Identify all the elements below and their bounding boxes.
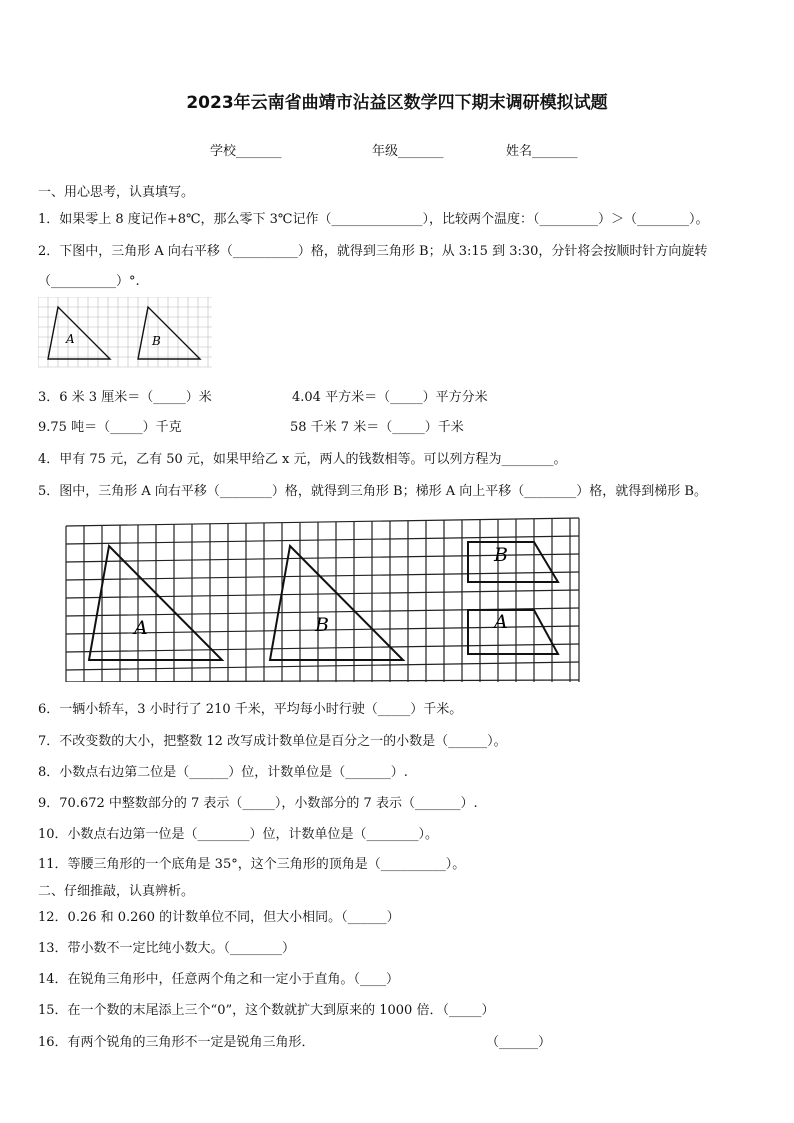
figure-translation-large-grid xyxy=(64,516,584,682)
question-7: 7．不改变数的大小，把整数 12 改写成计数单位是百分之一的小数是（______）。 xyxy=(38,734,507,749)
triangle-b-label: B xyxy=(315,614,329,636)
question-5: 5．图中，三角形 A 向右平移（________）格，就得到三角形 B；梯形 A 向上平移（________）格，就得到梯形 B。 xyxy=(38,484,707,499)
question-1: 1．如果零上 8 度记作+8℃，那么零下 3℃记作（______________），比较两个温度：（_________）＞（________）。 xyxy=(38,212,709,227)
trapezoid-b-label: B xyxy=(494,544,508,566)
question-3d: 58 千米 7 米＝（_____）千米 xyxy=(290,420,464,435)
question-3c: 9.75 吨＝（_____）千克 xyxy=(38,420,182,435)
question-8: 8．小数点右边第二位是（______）位，计数单位是（_______）. xyxy=(38,765,408,780)
triangle-b xyxy=(138,307,200,359)
triangle-b-label: B xyxy=(152,334,161,348)
figure-translation-small-grid xyxy=(38,297,214,369)
question-3b: 4.04 平方米＝（_____）平方分米 xyxy=(292,390,488,405)
question-4: 4．甲有 75 元，乙有 50 元，如果甲给乙 x 元，两人的钱数相等。可以列方程为________。 xyxy=(38,452,567,467)
question-16: 16．有两个锐角的三角形不一定是锐角三角形． xyxy=(38,1035,315,1050)
question-2-line-2: （__________）°. xyxy=(38,274,140,289)
question-16-answer-blank: （______） xyxy=(486,1035,552,1050)
section-2-heading: 二、仔细推敲，认真辨析。 xyxy=(38,884,195,899)
school-field: 学校_______ xyxy=(210,144,282,159)
question-6: 6．一辆小轿车，3 小时行了 210 千米，平均每小时行驶（_____）千米。 xyxy=(38,702,463,717)
page-title: 2023年云南省曲靖市沾益区数学四下期末调研模拟试题 xyxy=(186,93,608,113)
question-2-line-1: 2．下图中，三角形 A 向右平移（__________）格，就得到三角形 B；从 3:15 到 3:30，分针将会按顺时针方向旋转 xyxy=(38,244,708,259)
triangle-a xyxy=(48,307,110,359)
question-3a: 3．6 米 3 厘米＝（_____）米 xyxy=(38,390,212,405)
question-15: 15．在一个数的末尾添上三个“0”，这个数就扩大到原来的 1000 倍．（_____） xyxy=(38,1003,495,1018)
name-field: 姓名_______ xyxy=(506,144,578,159)
trapezoid-b xyxy=(468,542,558,582)
triangle-a-label: A xyxy=(134,617,148,639)
question-13: 13．带小数不一定比纯小数大。（________） xyxy=(38,941,296,956)
question-14: 14．在锐角三角形中，任意两个角之和一定小于直角。（____） xyxy=(38,972,400,987)
question-10: 10．小数点右边第一位是（________）位，计数单位是（________）。 xyxy=(38,827,439,842)
grade-field: 年级_______ xyxy=(372,144,444,159)
question-12: 12．0.26 和 0.260 的计数单位不同，但大小相同。（______） xyxy=(38,910,400,925)
trapezoid-a-label: A xyxy=(494,611,508,633)
trapezoid-a xyxy=(468,610,558,654)
question-9: 9．70.672 中整数部分的 7 表示（_____），小数部分的 7 表示（_______）. xyxy=(38,796,478,811)
triangle-a-label: A xyxy=(66,332,75,346)
section-1-heading: 一、用心思考，认真填写。 xyxy=(38,185,195,200)
small-grid-lines xyxy=(38,297,212,367)
question-11: 11．等腰三角形的一个底角是 35°，这个三角形的顶角是（__________）。 xyxy=(38,857,466,872)
